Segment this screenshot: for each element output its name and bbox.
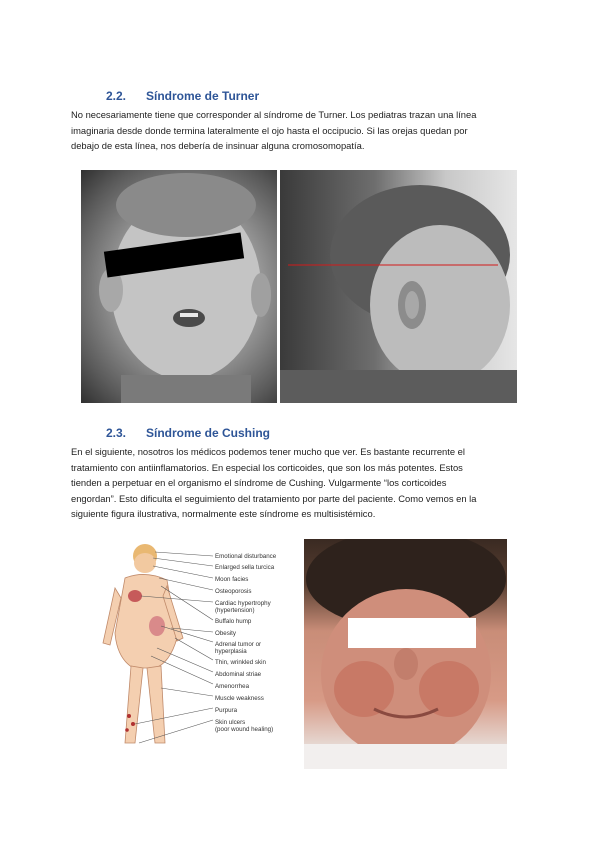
child-profile-photo	[280, 170, 517, 403]
paragraph-line: No necesariamente tiene que corresponder al síndrome de Turner. Los pediatras trazan una línea	[71, 109, 477, 120]
paragraph-line: En el siguiente, nosotros los médicos podemos tener mucho que ver. Es bastante recurrente el	[71, 446, 465, 457]
diagram-label: Moon facies	[215, 576, 249, 583]
diagram-label: hyperplasia	[215, 648, 247, 655]
child-front-illustration	[81, 170, 277, 403]
diagram-label: Obesity	[215, 630, 236, 637]
child-front-photo	[81, 170, 277, 403]
section-heading-turner	[106, 89, 259, 103]
paragraph-turner	[71, 107, 526, 154]
diagram-label: Purpura	[215, 707, 238, 714]
paragraph-line: imaginaria desde donde termina lateralmente el ojo hasta el occipucio. Si las orejas quedan por	[71, 124, 468, 136]
diagram-label: Thin, wrinkled skin	[215, 659, 266, 666]
section-heading-cushing	[106, 426, 270, 440]
eye-censor-bar	[348, 618, 476, 648]
child-profile-illustration	[280, 170, 517, 403]
paragraph-line: engordan”. Esto dificulta el seguimiento del tratamiento por parte del paciente. Como vemos en la	[71, 492, 477, 504]
diagram-label: Enlarged sella turcica	[215, 564, 275, 571]
paragraph-line: tratamiento con antiinflamatorios. En especial los corticoides, que son los más potentes. Estos	[71, 461, 463, 473]
diagram-label: Buffalo hump	[215, 618, 252, 625]
paragraph-cushing	[71, 444, 526, 522]
diagram-label: Abdominal striae	[215, 671, 262, 678]
diagram-label: Cardiac hypertrophy	[215, 600, 271, 607]
paragraph-line: debajo de esta línea, nos debería de insinuar alguna cromosomopatía.	[71, 140, 365, 151]
section-title: Síndrome de Cushing	[146, 426, 271, 440]
diagram-label: Skin ulcers	[215, 719, 246, 726]
section-number: 2.2.	[106, 89, 127, 103]
cushing-body-illustration	[95, 538, 295, 768]
section-number: 2.3.	[106, 426, 127, 440]
diagram-label: Osteoporosis	[215, 588, 252, 595]
diagram-label: (hypertension)	[215, 607, 255, 614]
diagram-label: Adrenal tumor or	[215, 641, 262, 648]
diagram-label: Amenorrhea	[215, 683, 250, 690]
cushing-patient-photo	[304, 539, 507, 769]
paragraph-line: tienden a perpetuar en el organismo el síndrome de Cushing. Vulgarmente “los corticoides	[71, 477, 447, 488]
paragraph-line: siguiente figura ilustrativa, normalmente este síndrome es multisistémico.	[71, 508, 376, 519]
diagram-label: Muscle weakness	[215, 695, 264, 702]
section-title: Síndrome de Turner	[146, 89, 260, 103]
cushing-diagram	[95, 538, 295, 768]
patient-face-illustration	[304, 539, 507, 769]
diagram-label: Emotional disturbance	[215, 553, 277, 560]
diagram-label: (poor wound healing)	[215, 726, 274, 733]
